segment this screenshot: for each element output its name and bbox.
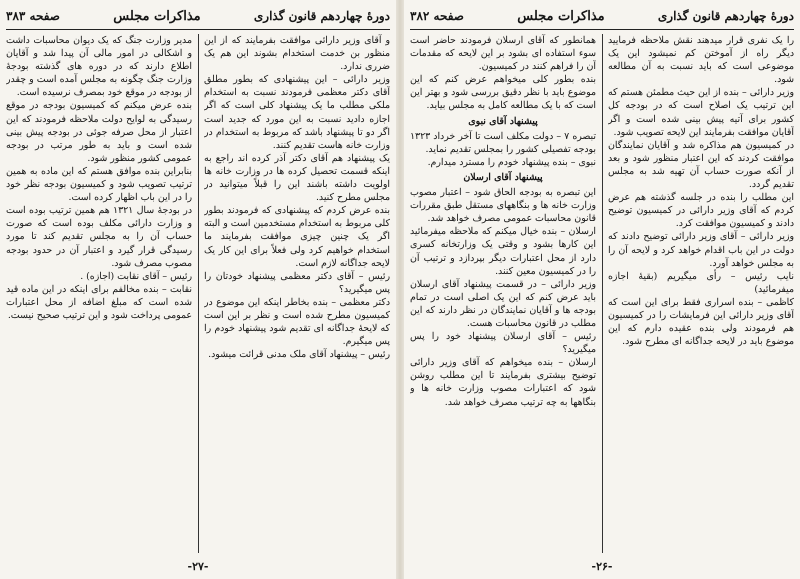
header-page-number: صفحه ۳۸۳ — [6, 9, 60, 23]
paragraph: یک پیشنهاد هم آقای دکتر آذر کرده اند راجع به اینکه قسمت تحصیل کرده ها در وزارت خانه ها اولویت داشته باشند این را قبلاً میتوانید در مجلس مطرح کنید. — [204, 152, 390, 204]
paragraph: وزیر دارائی – این پیشنهادی که بطور مطلق آقای دکتر معظمی فرمودند نسبت به استخدام ملکی مطلب ما یک پیشنهاد کلی است که اگر اجازه دادید نسبت به این مورد که جدید است اگر دو تا پیشنهاد باشد که مربوط به استخدام در وزارت خانه هاست تقدیم کنند. — [204, 74, 390, 151]
column-divider — [602, 34, 603, 553]
header-session-title: دورهٔ چهاردهم قانون گذاری — [253, 9, 390, 23]
paragraph: بنابراین بنده موافق هستم که این ماده به همین ترتیب تصویب شود و کمیسیون بودجه نظر خود را در این باب اظهار کرده است. — [6, 165, 192, 204]
paragraph: کاظمی – بنده اسراری فقط برای این است که آقای وزیر دارائی این فرمایشات را در کمیسیون هم فرمودند ولی بنده عقیده دارم که این موضوع باید در لایحه جداگانه ای مطرح شود. — [608, 296, 794, 348]
paragraph: بنده عرض میکنم که کمیسیون بودجه در موقع رسیدگی به لوایح دولت ملاحظه فرمودند که این اعتبار از محل صرفه جوئی در بودجه پیش بینی شده است و باید به طور مرتب در بودجه عمومی کشور منظور شود. — [6, 100, 192, 164]
paragraph: نایب رئیس – رأی میگیریم (بقیهٔ اجازه میفرمائید) — [608, 270, 794, 295]
paragraph: نبوی – بنده پیشنهاد خودم را مسترد میدارم. — [427, 156, 596, 168]
paragraph: مدیر وزارت جنگ که یک دیوان محاسبات داشت و اشکالی در امور مالی آن پیدا شد و آقایان اطلاع دارند که در دوره های گذشته بودجهٔ وزارت جنگ چگونه به مجلس آمده است و چقدر از بودجه در موقع خود بمصرف نرسیده است. — [6, 35, 192, 99]
paragraph: بنده عرض کردم که پیشنهادی که فرمودند بطور کلی مربوط به استخدام مستخدمین است و البته اگر یک چنین چیزی موافقت بفرمایند ما استخدام خواهیم کرد ولی فعلاً برای این کار یک لایحه جداگانه لازم است. — [204, 205, 390, 269]
header-session-title: دورهٔ چهاردهم قانون گذاری — [657, 9, 794, 23]
paragraph: در بودجهٔ سال ۱۳۲۱ هم همین ترتیب بوده است و وزارت دارائی مکلف بوده است که صورت حساب آن را به مجلس تقدیم کند تا مورد رسیدگی قرار گیرد و اعتبار آن در حدود بودجه مصوب مصرف شود. — [6, 205, 192, 269]
paragraph: وزیر دارائی – بنده از این حیث مطمئن هستم که این ترتیب یک اصلاح است که در بودجه کل کشور برای آتیه پیش بینی شده است و اگر آقایان موافقت بفرمایند این لایحه تصویب شود. — [608, 87, 794, 138]
paragraph: بنده بطور کلی میخواهم عرض کنم که این موضوع باید با نظر دقیق بررسی شود و بهتر این است که با یک مطالعه کامل به مجلس بیاید. — [410, 74, 596, 112]
header-page-number: صفحه ۳۸۲ — [410, 9, 464, 23]
page-383 — [0, 0, 396, 579]
book-gutter — [396, 0, 404, 579]
column-left — [410, 34, 596, 553]
paragraph: تبصره ۷ – دولت مکلف است تا آخر خرداد ۱۳۲۳ بودجه تفصیلی کشور را بمجلس تقدیم نماید. — [410, 130, 596, 155]
paragraph: و آقای وزیر دارائی موافقت بفرمایند که از این منظور بن خدمت استخدام بشوند این هم یک ضرری ندارد. — [204, 35, 390, 73]
text-columns — [6, 34, 390, 553]
page-header — [6, 4, 390, 28]
text-columns — [410, 34, 794, 553]
column-right — [608, 34, 794, 553]
paragraph: وزیر دارائی – در قسمت پیشنهاد آقای ارسلان باید عرض کنم که این یک اصلی است در تمام بودجه ها و آقایان نمایندگان در نظر دارند که این مطلب در قانون محاسبات هست. — [410, 278, 596, 329]
column-left — [6, 34, 192, 553]
column-divider — [198, 34, 199, 553]
paragraph: رئیس – آقای دکتر معظمی پیشنهاد خودتان را پس میگیرید؟ — [204, 270, 390, 295]
column-right — [204, 34, 390, 553]
paragraph: در کمیسیون هم مذاکره شد و آقایان نمایندگان موافقت کردند که این اعتبار منظور شود و بعد از آنکه صورت حساب آن تهیه شد به مجلس تقدیم گردد. — [608, 139, 794, 191]
paragraph: رئیس – آقای ارسلان پیشنهاد خود را پس میگیرید؟ — [410, 331, 596, 356]
paragraph: این تبصره به بودجه الحاق شود – اعتبار مصوب وزارت خانه ها و بنگاههای مستقل طبق مقررات قانون محاسبات عمومی مصرف خواهد شد. — [410, 187, 596, 225]
page-footer-number: -۲۶- — [591, 560, 613, 573]
paragraph: این مطلب را بنده در جلسه گذشته هم عرض کردم که آقای وزیر دارائی در کمیسیون توضیح دادند و کمیسیون موافقت کرد. — [608, 192, 794, 230]
section-heading: پیشنهاد آقای ارسلان — [463, 171, 543, 183]
paragraph: نقابت – بنده مخالفم برای اینکه در این ماده قید شده است که مبلغ اضافه از محل اعتبارات عمومی پرداخت شود و این ترتیب صحیح نیست. — [6, 283, 192, 321]
header-proceedings-title: مذاکرات مجلس — [517, 8, 605, 24]
paragraph: رئیس – آقای نقابت (اجازه) . — [80, 270, 192, 282]
paragraph: ارسلان – بنده میخواهم که آقای وزیر دارائی توضیح بیشتری بفرمایند تا این مطلب روشن شود که اعتبارات مصوب وزارت خانه ها و بنگاهها به چه ترتیب مصرف خواهد شد. — [410, 357, 596, 408]
page-382 — [404, 0, 800, 579]
header-rule — [410, 29, 794, 30]
paragraph: وزیر دارائی – آقای وزیر دارائی توضیح دادند که دولت در این باب اقدام خواهد کرد و لایحه آن را به مجلس خواهد آورد. — [608, 231, 794, 269]
paragraph: ارسلان – بنده خیال میکنم که ملاحظه میفرمائید این کارها بشود و وقتی یک وزارتخانه کسری دارد از محل اعتبارات دیگر بپردازد و ترتیب آن را در کمیسیون معین کنند. — [410, 226, 596, 277]
header-rule — [6, 29, 390, 30]
paragraph: دکتر معظمی – بنده بخاطر اینکه این موضوع در کمیسیون مطرح شده است و نظر بر این است که لایحهٔ جداگانه ای تقدیم شود پیشنهاد خودم را پس میگیرم. — [204, 296, 390, 348]
header-proceedings-title: مذاکرات مجلس — [113, 8, 201, 24]
section-heading: پیشنهاد آقای نبوی — [468, 115, 538, 127]
paragraph: همانطور که آقای ارسلان فرمودند حاضر است سوء استفاده ای بشود بر این لایحه که مقدمات آن را فراهم کنند در کمیسیون. — [410, 35, 596, 73]
paragraph: را یک نفری قرار میدهند نقش ملاحظه فرمایید دیگر راه از آموختن کم نمیشود این یک موضوعی است که باید نسبت به آن مطالعه شود. — [608, 35, 794, 86]
page-footer-number: -۲۷- — [187, 560, 209, 573]
page-header — [410, 4, 794, 28]
paragraph: رئیس – پیشنهاد آقای ملک مدنی قرائت میشود. — [208, 349, 390, 361]
